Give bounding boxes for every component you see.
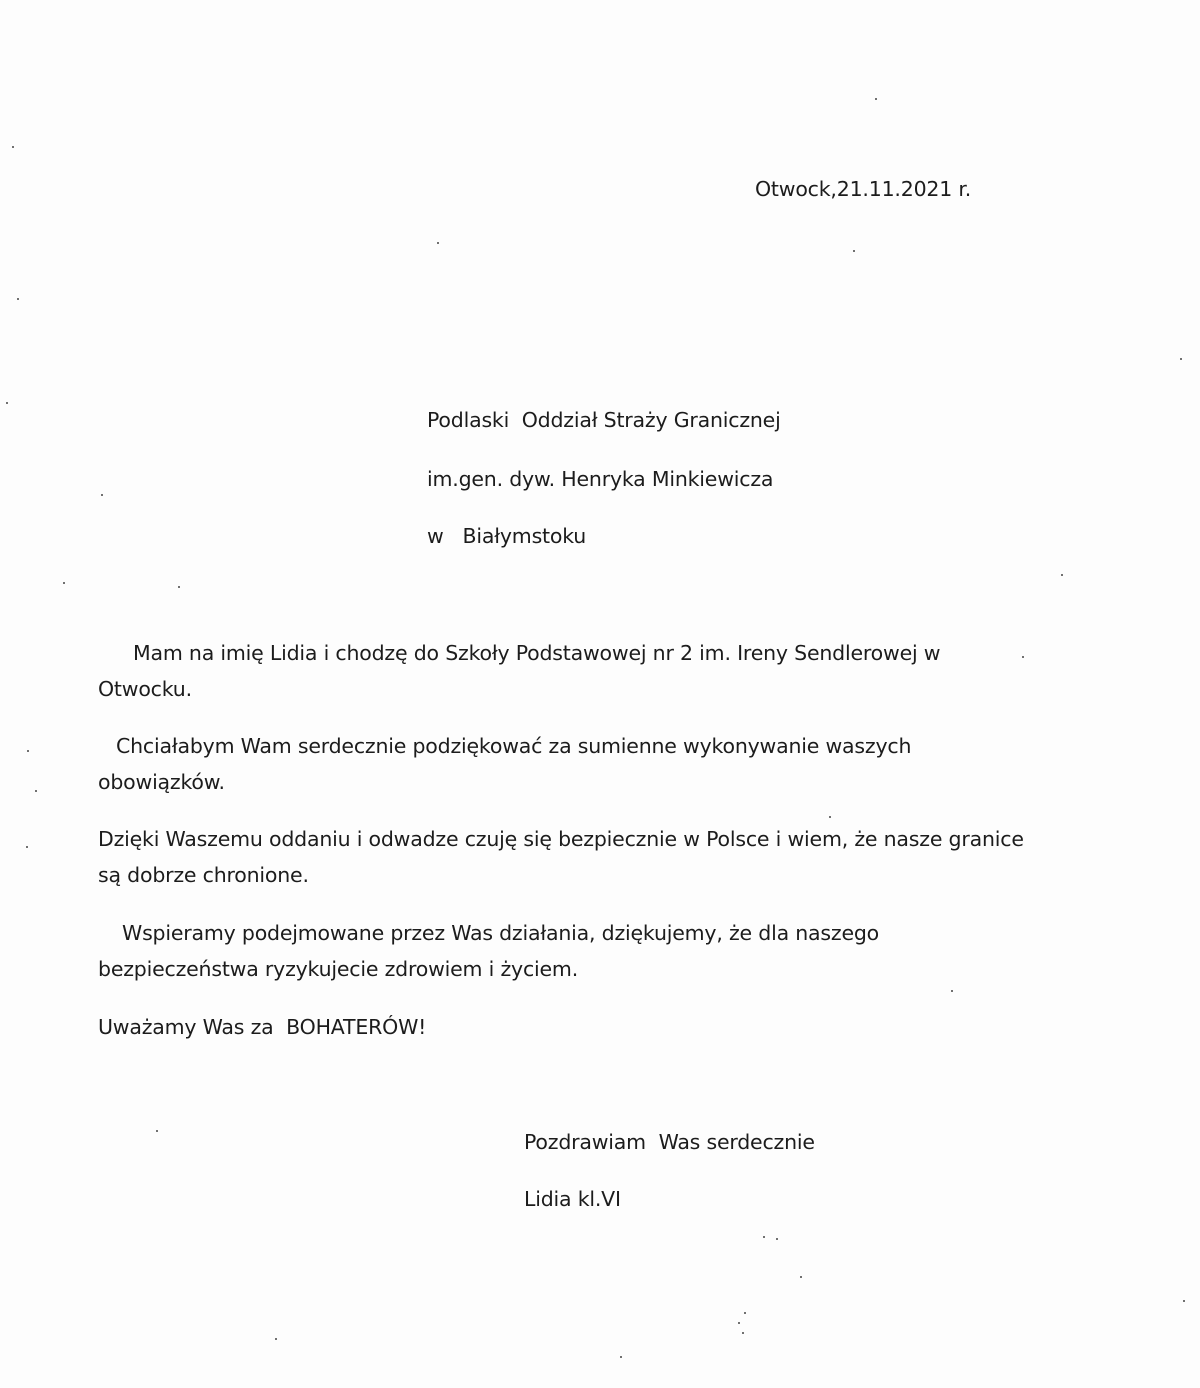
- scan-speck: [12, 146, 14, 148]
- scan-speck: [6, 402, 8, 404]
- scan-speck: [853, 250, 855, 252]
- recipient-line-2: im.gen. dyw. Henryka Minkiewicza: [427, 467, 774, 491]
- body-paragraph-4-line-1: Wspieramy podejmowane przez Was działania, dziękujemy, że dla naszego: [122, 921, 880, 945]
- body-paragraph-3-line-1: Dzięki Waszemu oddaniu i odwadze czuję się bezpiecznie w Polsce i wiem, że nasze granice: [98, 827, 1024, 851]
- body-paragraph-1-line-1: Mam na imię Lidia i chodzę do Szkoły Podstawowej nr 2 im. Ireny Sendlerowej w: [133, 641, 941, 665]
- scan-speck: [829, 816, 831, 818]
- scan-speck: [951, 990, 953, 992]
- scan-speck: [178, 586, 180, 588]
- body-paragraph-1-line-2: Otwocku.: [98, 677, 192, 701]
- body-paragraph-3-line-2: są dobrze chronione.: [98, 863, 309, 887]
- body-paragraph-2-line-1: Chciałabym Wam serdecznie podziękować za sumienne wykonywanie waszych: [116, 734, 912, 758]
- scan-speck: [875, 98, 877, 100]
- scan-speck: [744, 1312, 746, 1314]
- letter-date: Otwock,21.11.2021 r.: [755, 177, 972, 201]
- recipient-line-3: w Białymstoku: [427, 524, 587, 548]
- body-paragraph-4-line-2: bezpieczeństwa ryzykujecie zdrowiem i życiem.: [98, 957, 579, 981]
- scan-speck: [437, 242, 439, 244]
- scan-speck: [763, 1236, 765, 1238]
- body-paragraph-5-line-1: Uważamy Was za BOHATERÓW!: [98, 1015, 427, 1039]
- scan-speck: [275, 1338, 277, 1340]
- scan-speck: [1183, 1300, 1185, 1302]
- scan-speck: [1180, 358, 1182, 360]
- scan-speck: [26, 846, 28, 848]
- scan-speck: [101, 494, 103, 496]
- scan-speck: [27, 750, 29, 752]
- scan-speck: [17, 298, 19, 300]
- closing-greeting: Pozdrawiam Was serdecznie: [524, 1130, 815, 1154]
- scan-speck: [738, 1322, 740, 1324]
- scan-speck: [1061, 574, 1063, 576]
- scan-speck: [1022, 656, 1024, 658]
- body-paragraph-2-line-2: obowiązków.: [98, 770, 225, 794]
- scan-speck: [156, 1130, 158, 1132]
- scan-speck: [742, 1332, 744, 1334]
- scan-speck: [620, 1356, 622, 1358]
- closing-signature: Lidia kl.VI: [524, 1187, 621, 1211]
- scan-speck: [776, 1238, 778, 1240]
- scan-speck: [63, 582, 65, 584]
- recipient-line-1: Podlaski Oddział Straży Granicznej: [427, 408, 781, 432]
- scan-speck: [800, 1276, 802, 1278]
- scan-speck: [35, 790, 37, 792]
